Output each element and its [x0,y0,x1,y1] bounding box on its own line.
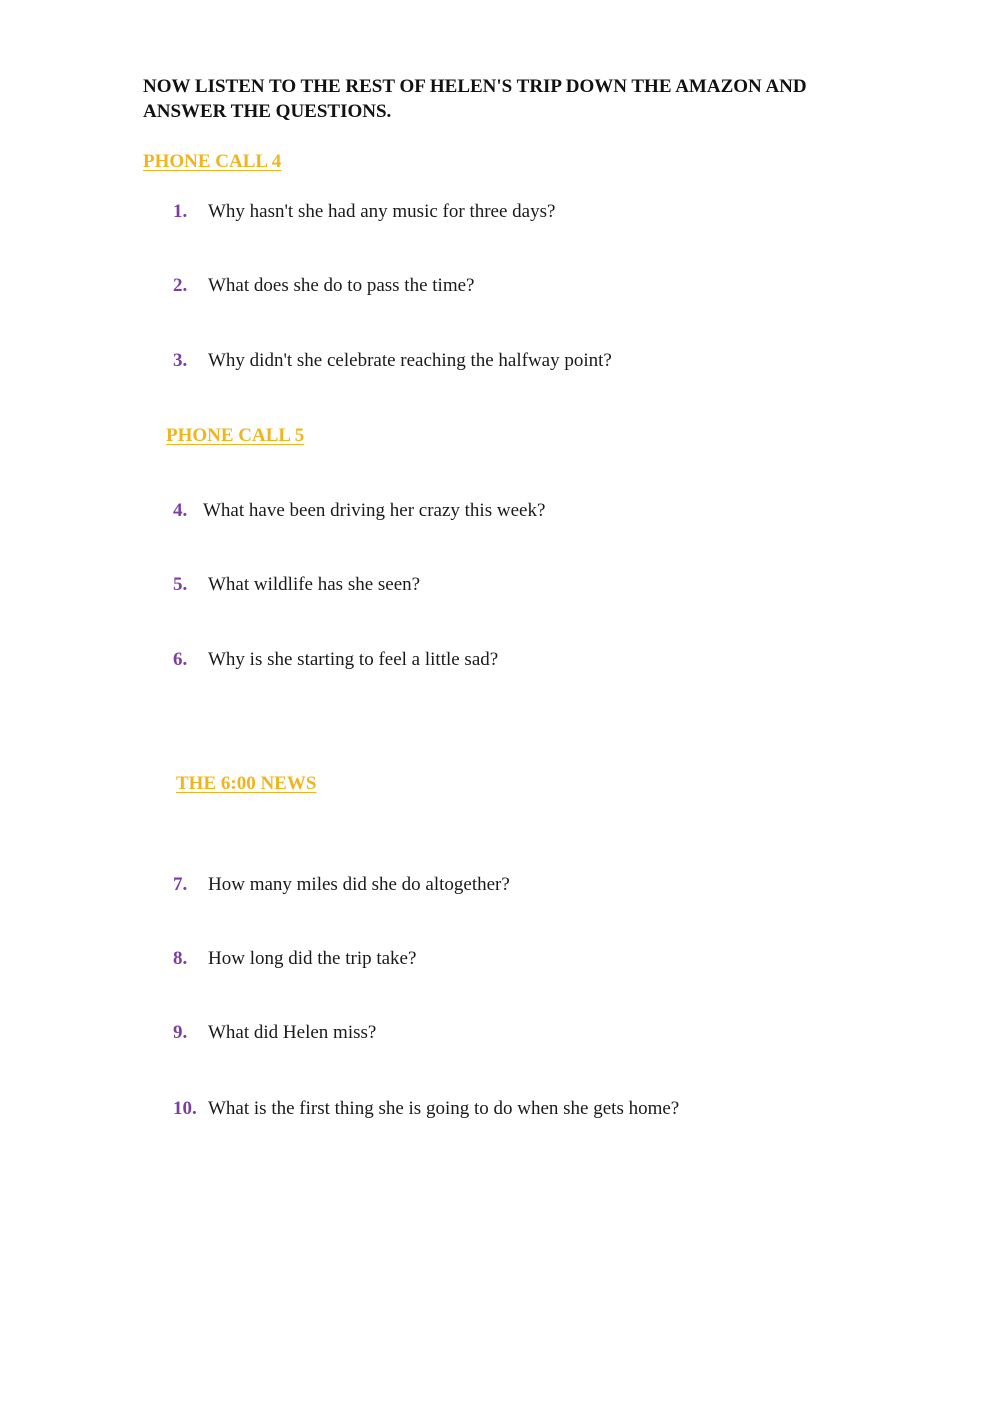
question-number: 9. [173,1022,188,1043]
instructions-text: NOW LISTEN TO THE REST OF HELEN'S TRIP DOWN THE AMAZON AND ANSWER THE QUESTIONS. [143,76,807,122]
question-number: 4. [173,500,188,521]
question-number: 10. [173,1098,197,1119]
section-heading-six-oclock-news: THE 6:00 NEWS [176,773,317,794]
question-text: What have been driving her crazy this week? [203,500,546,521]
section-heading-phone-call-4: PHONE CALL 4 [143,151,282,172]
question-text: What does she do to pass the time? [208,275,475,296]
question-number: 5. [173,574,188,595]
question-text: How long did the trip take? [208,948,417,969]
question-number: 3. [173,350,188,371]
question-text: How many miles did she do altogether? [208,874,510,895]
question-text: What did Helen miss? [208,1022,377,1043]
question-text: What wildlife has she seen? [208,574,421,595]
question-text: Why is she starting to feel a little sad? [208,649,499,670]
question-number: 1. [173,201,188,222]
question-number: 8. [173,948,188,969]
question-text: Why hasn't she had any music for three days? [208,201,556,222]
question-number: 6. [173,649,188,670]
question-number: 7. [173,874,188,895]
question-number: 2. [173,275,188,296]
section-heading-phone-call-5: PHONE CALL 5 [166,425,305,446]
question-text: Why didn't she celebrate reaching the halfway point? [208,350,612,371]
question-text: What is the first thing she is going to do when she gets home? [208,1098,680,1119]
